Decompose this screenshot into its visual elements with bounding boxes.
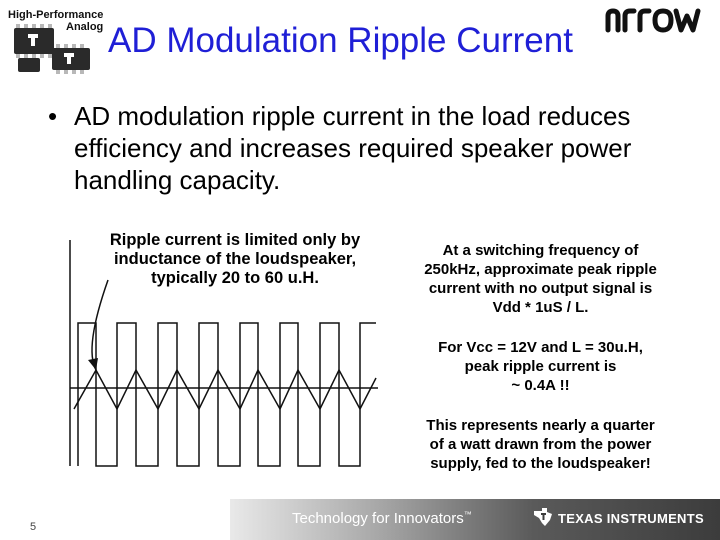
bullet-marker: • [48,101,58,131]
ripple-triangle-wave [74,370,376,409]
callout-pointer [92,280,108,370]
logo-line-1: High-Performance [8,9,104,21]
slide-title: AD Modulation Ripple Current [108,21,573,60]
arrow-logo-icon [603,6,703,34]
texas-instruments-icon [532,506,554,528]
page-number: 5 [30,521,37,533]
ripple-callout: Ripple current is limited only by inductance of the loudspeaker, typically 20 to 60 u.H. [109,231,361,287]
tagline-text: Technology for Innovators [292,510,464,527]
bullet-text: AD modulation ripple current in the load reduces efficiency and increases required speaker power handling capacity. [74,101,632,195]
footer-tagline [292,510,472,527]
note-power-loss: This represents nearly a quarter of a watt drawn from the power supply, fed to the loudspeaker! [426,417,655,472]
trademark-mark: ™ [463,510,472,519]
pwm-square-wave [78,323,376,466]
note-peak-ripple: For Vcc = 12V and L = 30u.H, peak ripple current is ~ 0.4A !! [438,339,643,394]
header-logo [4,4,108,82]
note-switching-frequency: At a switching frequency of 250kHz, approximate peak ripple current with no output signal is Vdd * 1uS / L. [424,242,657,316]
footer [0,497,720,540]
company-name: TEXAS INSTRUMENTS [558,511,704,526]
logo-line-2: Analog [66,21,104,33]
